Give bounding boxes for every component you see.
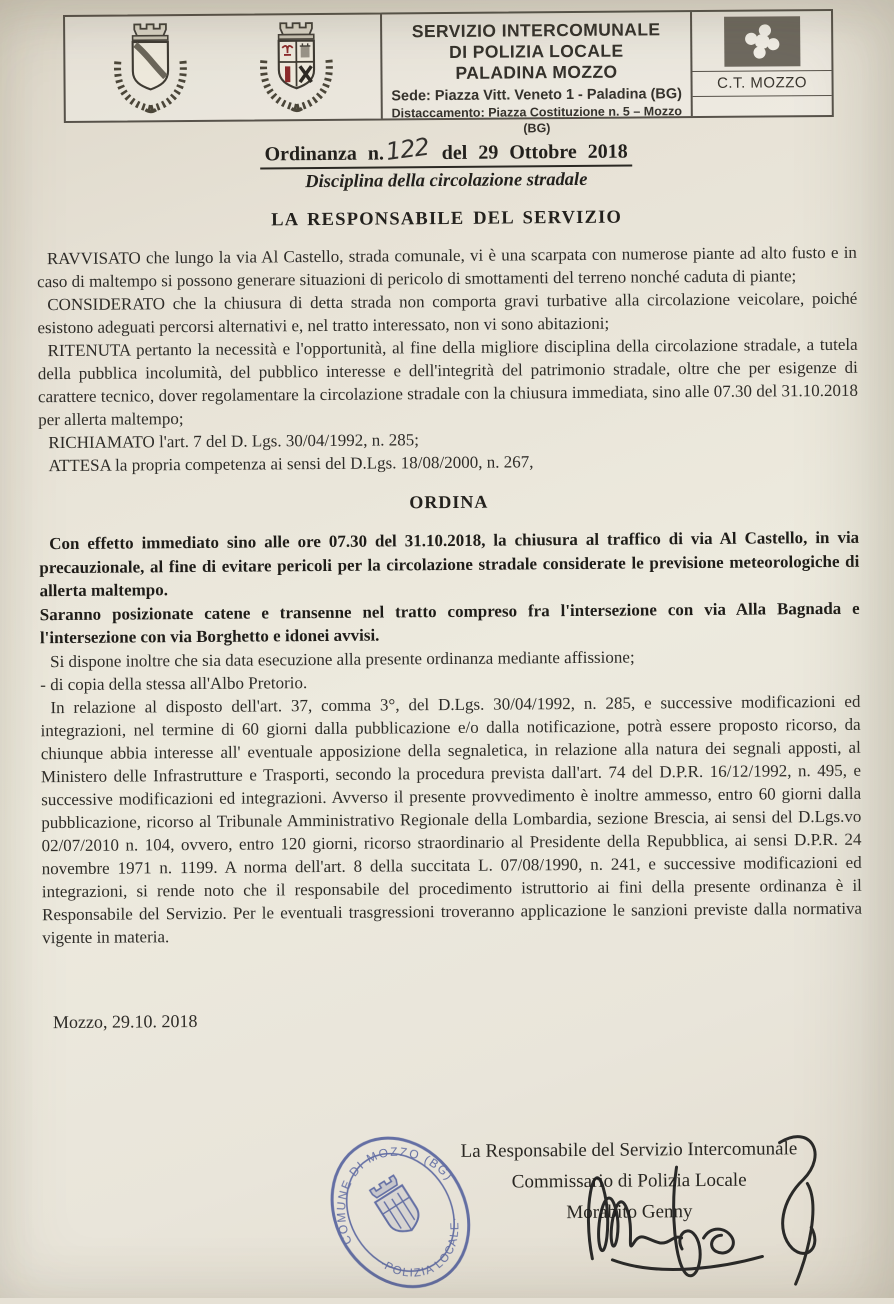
paladina-coat-of-arms-icon [106, 20, 195, 117]
org-name-line2: DI POLIZIA LOCALE [449, 40, 624, 62]
handwritten-signature [552, 1125, 853, 1297]
org-address-sede: Sede: Piazza Vitt. Veneto 1 - Paladina (BG) [391, 86, 683, 105]
municipal-crests-cell [65, 15, 381, 121]
org-name-line3: PALADINA MOZZO [455, 61, 618, 83]
stamp-bottom-text: ·POLIZIA LOCALE· [377, 1215, 462, 1280]
signatory-role-line2: Commissario di Polizia Locale [511, 1169, 747, 1193]
title-prefix: Ordinanza n. [264, 142, 384, 166]
ordinance-title [36, 134, 856, 171]
recital-paragraph: ATTESA la propria competenza ai sensi del D.Lgs. 18/08/2000, n. 267, [48, 452, 534, 476]
order-bold-paragraph: Con effetto immediato sino alle ore 07.30 del 31.10.2018, la chiusura al traffico di via Al Castello, in via precauzionale, al fine di evitare pericoli per la circolazione stradale considerate le previsione meteorologiche di allerta maltempo. [39, 527, 860, 601]
execution-paragraph: Si dispone inoltre che sia data esecuzione alla presente ordinanza mediante affissione; [50, 647, 635, 671]
legal-remedies-paragraph: In relazione al disposto dell'art. 37, comma 3°, del D.Lgs. 30/04/1992, n. 285, e successive modificazioni ed integrazioni, nel termine di 60 giorni dalla pubblicazione e/o dalla notificazione, potrà essere proposto ricorso, da chiunque abbia interesse all' eventuale apposizione della segnaletica, in relazione alla natura dei segnali apposti, al Ministero delle Infrastrutture e Trasporti, secondo la procedura prevista dall'art. 74 del D.P.R. 16/12/1992, n. 495, e successive modificazioni ed integrazioni. Avverso il presente provvedimento è inoltre ammesso, entro 60 giorni dalla pubblicazione, ricorso al Tribunale Amministrativo Regionale della Lombardia, sezione Brescia, ai sensi del D.Lgs.vo 02/07/2010 n. 104, ovvero, entro 120 giorni, ricorso straordinario al Presidente della Repubblica, ai sensi D.P.R. 24 novembre 1971 n. 1199. A norma dell'art. 8 della succitata L. 07/08/1990, n. 241, e successive modificazioni ed integrazioni, si rende noto che il responsabile del procedimento istruttorio ai fini della presente ordinanza è il Responsabile del Servizio. Per le eventuali trasgressioni troveranno applicazione le sanzioni previste dalla normativa vigente in materia. [40, 691, 863, 947]
lombardia-logo-box [724, 16, 800, 67]
place-and-date: Mozzo, 29.10. 2018 [52, 1010, 198, 1032]
stamp-center-crest [368, 1174, 425, 1238]
org-address-distaccamento: Distaccamento: Piazza Costituzione n. 5 – Mozzo (BG) [391, 104, 682, 136]
title-suffix: del 29 Ottobre 2018 [441, 140, 628, 165]
recital-paragraph: RITENUTA pertanto la necessità e l'opportunità, al fine della migliore disciplina della circolazione stradale, a tutela della pubblica incolumità, del pubblico interesse e dell'integrità del patrimonio stradale, oltre che per esigenze di carattere tecnico, dover regolamentare la circolazione stradale con la chiusura immediata, sino alle 07.30 del 31.10.2018 per allerta maltempo; [37, 334, 859, 430]
recitals-section [37, 241, 863, 1034]
rosa-camuna-icon [736, 21, 788, 61]
signatory-name: Morabito Genny [566, 1201, 693, 1224]
issuer-heading: LA RESPONSABILE DEL SERVIZIO [271, 207, 623, 231]
ordina-heading: ORDINA [409, 491, 489, 513]
letterhead-table [63, 9, 834, 136]
region-cell [692, 11, 832, 116]
mozzo-coat-of-arms-icon [252, 19, 341, 116]
recital-paragraph: RICHIAMATO l'art. 7 del D. Lgs. 30/04/1992, n. 285; [48, 430, 420, 453]
ordinance-title-line [260, 132, 631, 170]
ordinance-subtitle: Disciplina della circolazione stradale [305, 169, 588, 193]
organization-title-cell [380, 12, 693, 136]
recital-paragraph: CONSIDERATO che la chiusura di detta strada non comporta gravi turbative alla circolazione veicolare, poiché esistono adeguati percorsi alternativi e, nel tratto interessato, non vi sono abitazioni; [37, 288, 858, 338]
org-name-line1: SERVIZIO INTERCOMUNALE [411, 19, 661, 42]
recital-paragraph: RAVVISATO che lungo la via Al Castello, strada comunale, vi è una scarpata con numerose piante ad alto fusto e in caso di maltempo si possono generare situazioni di pericolo di smottamenti del terreno nonché caduta di piante; [37, 242, 857, 292]
handwritten-ordinance-number: 122 [383, 132, 431, 166]
signatory-role-line1: La Responsabile del Servizio Intercomunale [460, 1138, 798, 1162]
stamp-top-text: COMUNE DI MOZZO (BG) [333, 1144, 457, 1247]
signature-area [4, 1116, 894, 1301]
order-bold-paragraph: Saranno posizionate catene e transenne nel tratto compreso fra l'intersezione con via Alla Bagnada e l'intersezione con via Borghetto e idonei avvisi. [39, 598, 860, 648]
execution-list-item: - di copia della stessa all'Albo Pretorio. [40, 672, 308, 694]
empty-header-cell [693, 96, 832, 116]
ct-mozzo-label: C.T. MOZZO [692, 70, 831, 97]
